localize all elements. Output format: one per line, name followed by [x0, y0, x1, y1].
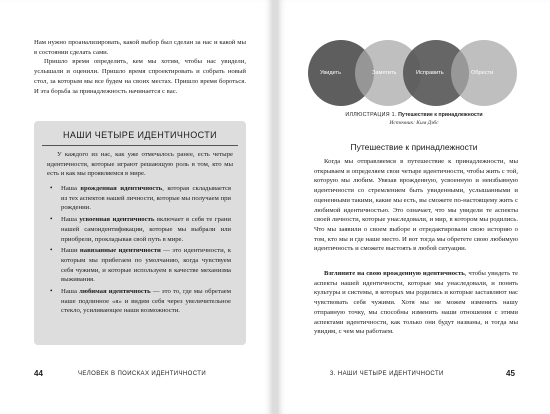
venn-label-fix: Исправить — [416, 70, 444, 76]
sidebar-box — [34, 121, 246, 345]
list-item — [47, 287, 231, 316]
venn-label-see: Увидеть — [320, 70, 342, 76]
item-term: врожденная идентичность — [80, 185, 163, 192]
item-prefix: Наша — [61, 185, 81, 192]
running-title-left: ЧЕЛОВЕК В ПОИСКАХ ИДЕНТИЧНОСТИ — [78, 371, 207, 377]
section-heading: Путешествие к принадлежности — [350, 142, 478, 152]
right-page — [278, 0, 550, 414]
page-number-right: 45 — [506, 369, 515, 378]
identity-list — [47, 184, 231, 318]
item-prefix: Наши — [61, 247, 80, 255]
left-paragraph-2: Пришло время определить, кем мы хотим, чтобы нас увидели, услышали и оценили. Пришло время спроектировать и собрать новый стол, за которым мы все будем на своих местах. Пришло время бороться. И эта борьба за принадлежность начинается с вас. — [34, 58, 246, 95]
item-text: — это идентичности, к которым мы прибегаем по умолчанию, когда чувствуем себя чужими, и которые используем в качестве механизма выживания. — [61, 247, 231, 284]
item-term: навязанные идентичности — [79, 247, 161, 255]
box-title: НАШИ ЧЕТЫРЕ ИДЕНТИЧНОСТИ — [63, 130, 217, 140]
bullet-icon: • — [50, 287, 53, 296]
bullet-icon: • — [50, 184, 53, 192]
bullet-icon: • — [50, 215, 53, 224]
right-paragraph-2 — [314, 269, 518, 337]
left-body-text — [34, 38, 246, 96]
venn-diagram — [308, 40, 520, 106]
right-paragraph-1: Когда мы отправляемся в путешествие к принадлежности, мы открываем и определяем свои четыре идентичности, чтобы жить с той, которую мы любим. Увязав врожденную, усвоенную и неизбывную идентичности со стремлением быть увиденными, услышанными и оцененными такими, какие мы есть, вы сможете по-настоящему жить с любимой идентичностью. Это означает, что мы увидели те аспекты своей личности, которые унаследовали, и мир, в котором мы родились. Что мы заявили о своем выборе и отредактировали свою историю о том, кто мы и где наше место. И вот тогда мы обретете свою любимую идентичность и сможете выстоять в любой ситуации. — [314, 158, 518, 253]
figure-caption — [278, 112, 550, 118]
item-text: включает в себя те грани нашей самоидентификации, которые мы выбрали или приобрели, прокладывая свой путь в мире. — [61, 216, 231, 243]
item-text: — это то, где мы обретаем наше подлинное «я» и видим себя через увеличительное стекло, усиливающее наши возможности. — [61, 288, 232, 315]
venn-label-gain: Обрести — [471, 70, 494, 76]
left-page — [0, 0, 272, 414]
item-text: , которая складывается из тех аспектов нашей личности, которые мы получаем при рождении. — [61, 185, 231, 212]
running-title-right: 3. НАШИ ЧЕТЫРЕ ИДЕНТИЧНОСТИ — [330, 371, 444, 377]
paragraph-2-rest: , чтобы увидеть те аспекты нашей идентичности, которые мы унаследовали, и понять культуры и системы, в которых мы родились и которые заставляют нас чувствовать себя чужими. Хотя мы не можем изменить нашу отправную точку, мы способны изменить наши отношения с этими аспектами идентичности, как только они будут названы, и тогда мы увидим, с чем мы работаем. — [314, 270, 518, 336]
caption-number: ИЛЛЮСТРАЦИЯ 1. — [345, 112, 397, 118]
box-intro: У каждого из нас, как уже отмечалось ранее, есть четыре идентичности, которые играют решающую роль в том, кто мы есть и как мы проявляемся в мире. — [47, 151, 233, 178]
list-item — [47, 184, 231, 213]
list-item — [47, 215, 231, 244]
venn-label-notice: Заметить — [372, 70, 397, 76]
left-paragraph-1: Нам нужно проанализировать, какой выбор был сделан за нас и какой мы в состоянии сделать сами. — [34, 39, 246, 56]
caption-title: Путешествие к принадлежности — [398, 112, 483, 118]
list-item — [47, 246, 231, 285]
caption-source: Источник: Ким Дэбс — [389, 120, 439, 126]
box-divider — [42, 145, 238, 146]
item-term: любимая идентичность — [79, 288, 151, 296]
paragraph-2-lead: Взгляните на свою врожденную идентичность — [324, 270, 465, 277]
item-term: усвоенная идентичность — [79, 216, 155, 224]
bullet-icon: • — [50, 246, 53, 255]
item-prefix: Наша — [61, 288, 80, 296]
item-prefix: Наша — [61, 216, 80, 224]
page-number-left: 44 — [34, 369, 43, 378]
